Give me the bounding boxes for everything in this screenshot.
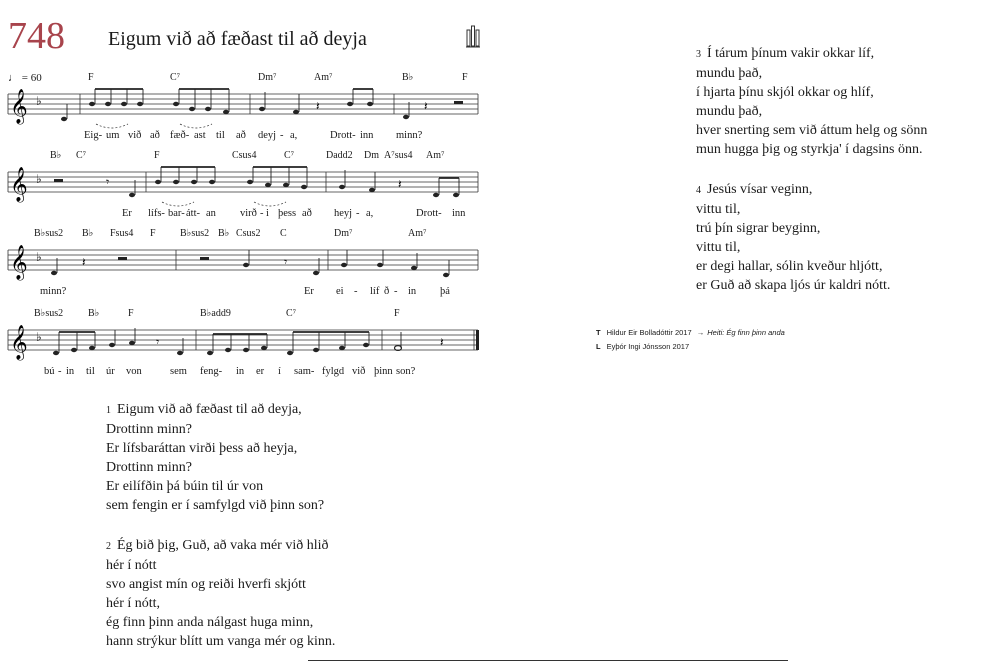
chord-symbol: C xyxy=(280,228,287,239)
lyric-syllable: sem xyxy=(170,366,187,377)
music-system-4 xyxy=(0,308,490,378)
lyric-syllable: - xyxy=(58,366,62,377)
chord-symbol: B♭ xyxy=(88,308,100,319)
lyric-syllable: minn? xyxy=(40,286,67,297)
chord-symbol: F xyxy=(462,72,468,83)
svg-text:♭: ♭ xyxy=(36,330,42,344)
chord-symbol: C⁷ xyxy=(284,150,295,161)
verse-line: ég finn þinn anda nálgast huga minn, xyxy=(106,615,314,630)
lyric-syllable: við xyxy=(128,130,142,141)
verse-2 xyxy=(106,536,335,651)
credit-heiti: Heiti: Ég finn þinn anda xyxy=(707,328,785,337)
bottom-divider xyxy=(308,660,788,661)
verse-line: hér í nótt, xyxy=(106,596,161,611)
verse-line: svo angist mín og reiði hverfi skjótt xyxy=(106,577,306,592)
verse-line: Í tárum þínum vakir okkar líf, xyxy=(707,46,875,61)
lyric-syllable: minn? xyxy=(396,130,423,141)
verse-line: hér í nótt xyxy=(106,558,157,573)
chord-symbol: Dm xyxy=(364,150,379,161)
chord-symbol: Dm⁷ xyxy=(258,72,277,83)
lyric-syllable: sam- xyxy=(294,366,315,377)
chord-symbol: B♭ xyxy=(82,228,94,239)
svg-text:𝄽: 𝄽 xyxy=(424,99,428,113)
lyric-syllable: - xyxy=(354,286,358,297)
svg-text:𝄽: 𝄽 xyxy=(440,335,444,349)
lyric-syllable: er xyxy=(256,366,265,377)
verse-line: er degi hallar, sólin kveður hljótt, xyxy=(696,259,883,274)
credit-author: Hildur Eir Bolladóttir 2017 xyxy=(606,328,692,337)
chord-symbol: Am⁷ xyxy=(314,72,333,83)
lyric-syllable: lífs- xyxy=(148,208,165,219)
lyric-syllable: - xyxy=(394,286,398,297)
credit-author: Eyþór Ingi Jónsson 2017 xyxy=(606,342,690,351)
chord-symbol: Csus2 xyxy=(236,228,261,239)
lyric-syllable: inn xyxy=(360,130,374,141)
chord-symbol: A⁷sus4 xyxy=(384,150,413,161)
chord-symbol: B♭sus2 xyxy=(180,228,210,239)
lyric-syllable: fylgd xyxy=(322,366,345,377)
verse-line: Jesús vísar veginn, xyxy=(707,182,813,197)
verse-number: 4 xyxy=(696,185,701,196)
lyric-syllable: átt- xyxy=(186,208,200,219)
verse-line: Drottinn minn? xyxy=(106,422,192,437)
verse-line: Drottinn minn? xyxy=(106,460,192,475)
chord-symbol: B♭ xyxy=(402,72,414,83)
lyric-syllable: ast xyxy=(194,130,206,141)
lyric-syllable: son? xyxy=(396,366,416,377)
chord-symbol: B♭ xyxy=(218,228,230,239)
verse-line: mundu það, xyxy=(696,66,763,81)
lyric-syllable: deyj xyxy=(258,130,277,141)
lyric-syllable: ei xyxy=(336,286,344,297)
verse-line: vittu til, xyxy=(696,202,741,217)
lyric-syllable: við xyxy=(352,366,366,377)
lyric-syllable: in xyxy=(236,366,245,377)
verse-line: Eigum við að fæðast til að deyja, xyxy=(117,402,302,417)
svg-text:♭: ♭ xyxy=(36,250,42,264)
lyric-syllable: virð xyxy=(240,208,257,219)
lyric-syllable: Drott- xyxy=(416,208,442,219)
svg-text:𝄽: 𝄽 xyxy=(398,177,402,191)
verse-number: 3 xyxy=(696,49,701,60)
verse-line: vittu til, xyxy=(696,240,741,255)
chord-symbol: F xyxy=(154,150,160,161)
lyric-syllable: inn xyxy=(452,208,466,219)
lyric-syllable: in xyxy=(408,286,417,297)
chord-symbol: Am⁷ xyxy=(426,150,445,161)
lyric-syllable: að xyxy=(150,130,160,141)
lyric-syllable: an xyxy=(206,208,216,219)
verse-line: Er lífsbaráttan virði þess að heyja, xyxy=(106,441,298,456)
chord-symbol: Dadd2 xyxy=(326,150,353,161)
music-credit xyxy=(596,342,689,351)
lyric-syllable: - xyxy=(356,208,360,219)
svg-text:𝄞: 𝄞 xyxy=(10,325,28,360)
chord-symbol: C⁷ xyxy=(170,72,181,83)
verse-line: hver snerting sem við áttum helg og sönn xyxy=(696,123,928,138)
verse-line: Ég bið þig, Guð, að vaka mér við hlið xyxy=(117,538,329,553)
lyric-syllable: úr xyxy=(106,366,115,377)
chord-symbol: Csus4 xyxy=(232,150,257,161)
lyric-syllable: feng- xyxy=(200,366,223,377)
svg-text:𝄞: 𝄞 xyxy=(10,245,28,280)
svg-text:𝄾: 𝄾 xyxy=(106,175,110,189)
chord-symbol: B♭ xyxy=(50,150,62,161)
lyric-syllable: að xyxy=(302,208,312,219)
svg-text:♭: ♭ xyxy=(36,94,42,108)
verse-line: í hjarta þínu skjól okkar og hlíf, xyxy=(696,85,874,100)
svg-text:𝄞: 𝄞 xyxy=(10,89,28,124)
lyric-syllable: til xyxy=(216,130,225,141)
lyric-syllable: - xyxy=(260,208,264,219)
verse-line: sem fengin er í samfylgd við þinn son? xyxy=(106,498,325,513)
svg-text:𝄞: 𝄞 xyxy=(10,167,28,202)
text-credit xyxy=(596,328,785,337)
chord-symbol: C⁷ xyxy=(286,308,297,319)
lyric-syllable: i xyxy=(266,208,269,219)
lyric-syllable: bú xyxy=(44,366,55,377)
svg-text:𝄽: 𝄽 xyxy=(82,255,86,269)
credit-label: T xyxy=(596,328,601,337)
music-system-3 xyxy=(0,228,490,298)
credit-label: L xyxy=(596,342,601,351)
verse-line: Er eilífðin þá búin til úr von xyxy=(106,479,264,494)
chord-symbol: B♭sus2 xyxy=(34,228,64,239)
chord-symbol: Fsus4 xyxy=(110,228,134,239)
lyric-syllable: þinn xyxy=(374,366,393,377)
svg-text:♭: ♭ xyxy=(36,172,42,186)
chord-symbol: B♭sus2 xyxy=(34,308,64,319)
chord-symbol: C⁷ xyxy=(76,150,87,161)
lyric-syllable: Er xyxy=(304,286,314,297)
hymn-title: Eigum við að fæðast til að deyja xyxy=(108,28,367,50)
arrow-icon: → xyxy=(696,328,705,337)
chord-symbol: F xyxy=(88,72,94,83)
svg-text:𝄾: 𝄾 xyxy=(156,335,160,349)
verse-line: trú þín sigrar beyginn, xyxy=(696,221,821,236)
lyric-syllable: - xyxy=(280,130,284,141)
chord-symbol: F xyxy=(150,228,156,239)
lyric-syllable: þess xyxy=(278,208,297,219)
verse-4 xyxy=(696,180,890,295)
lyric-syllable: þá xyxy=(440,286,450,297)
lyric-syllable: Er xyxy=(122,208,132,219)
verse-number: 1 xyxy=(106,405,111,416)
lyric-syllable: a, xyxy=(366,208,374,219)
lyric-syllable: um xyxy=(106,130,120,141)
verse-line: mun hugga þig og styrkja' í dagsins önn. xyxy=(696,142,923,157)
lyric-syllable: að xyxy=(236,130,246,141)
lyric-syllable: til xyxy=(86,366,95,377)
organ-pipes-icon xyxy=(466,24,480,48)
verse-line: hann strýkur blítt um vanga mér og kinn. xyxy=(106,634,336,649)
chord-symbol: F xyxy=(394,308,400,319)
lyric-syllable: heyj xyxy=(334,208,353,219)
verse-3 xyxy=(696,44,927,159)
chord-symbol: Dm⁷ xyxy=(334,228,353,239)
tempo-marking: ♩ = 60 xyxy=(8,72,42,84)
chord-symbol: F xyxy=(128,308,134,319)
hymn-number: 748 xyxy=(8,15,65,57)
lyric-syllable: in xyxy=(66,366,75,377)
verse-line: mundu það, xyxy=(696,104,763,119)
verse-1 xyxy=(106,400,324,515)
chord-symbol: Am⁷ xyxy=(408,228,427,239)
music-system-2 xyxy=(0,150,490,220)
lyric-syllable: fæð- xyxy=(170,130,190,141)
lyric-syllable: líf xyxy=(370,286,380,297)
verse-number: 2 xyxy=(106,541,111,552)
chord-symbol: B♭add9 xyxy=(200,308,231,319)
lyric-syllable: Eig- xyxy=(84,130,103,141)
svg-text:𝄾: 𝄾 xyxy=(284,255,288,269)
lyric-syllable: ð xyxy=(384,286,390,297)
lyric-syllable: Drott- xyxy=(330,130,356,141)
lyric-syllable: í xyxy=(278,366,281,377)
verse-line: er Guð að skapa ljós úr kaldri nótt. xyxy=(696,278,891,293)
lyric-syllable: bar- xyxy=(168,208,185,219)
svg-text:𝄽: 𝄽 xyxy=(316,99,320,113)
music-system-1 xyxy=(0,72,490,142)
lyric-syllable: a, xyxy=(290,130,298,141)
lyric-syllable: von xyxy=(126,366,142,377)
